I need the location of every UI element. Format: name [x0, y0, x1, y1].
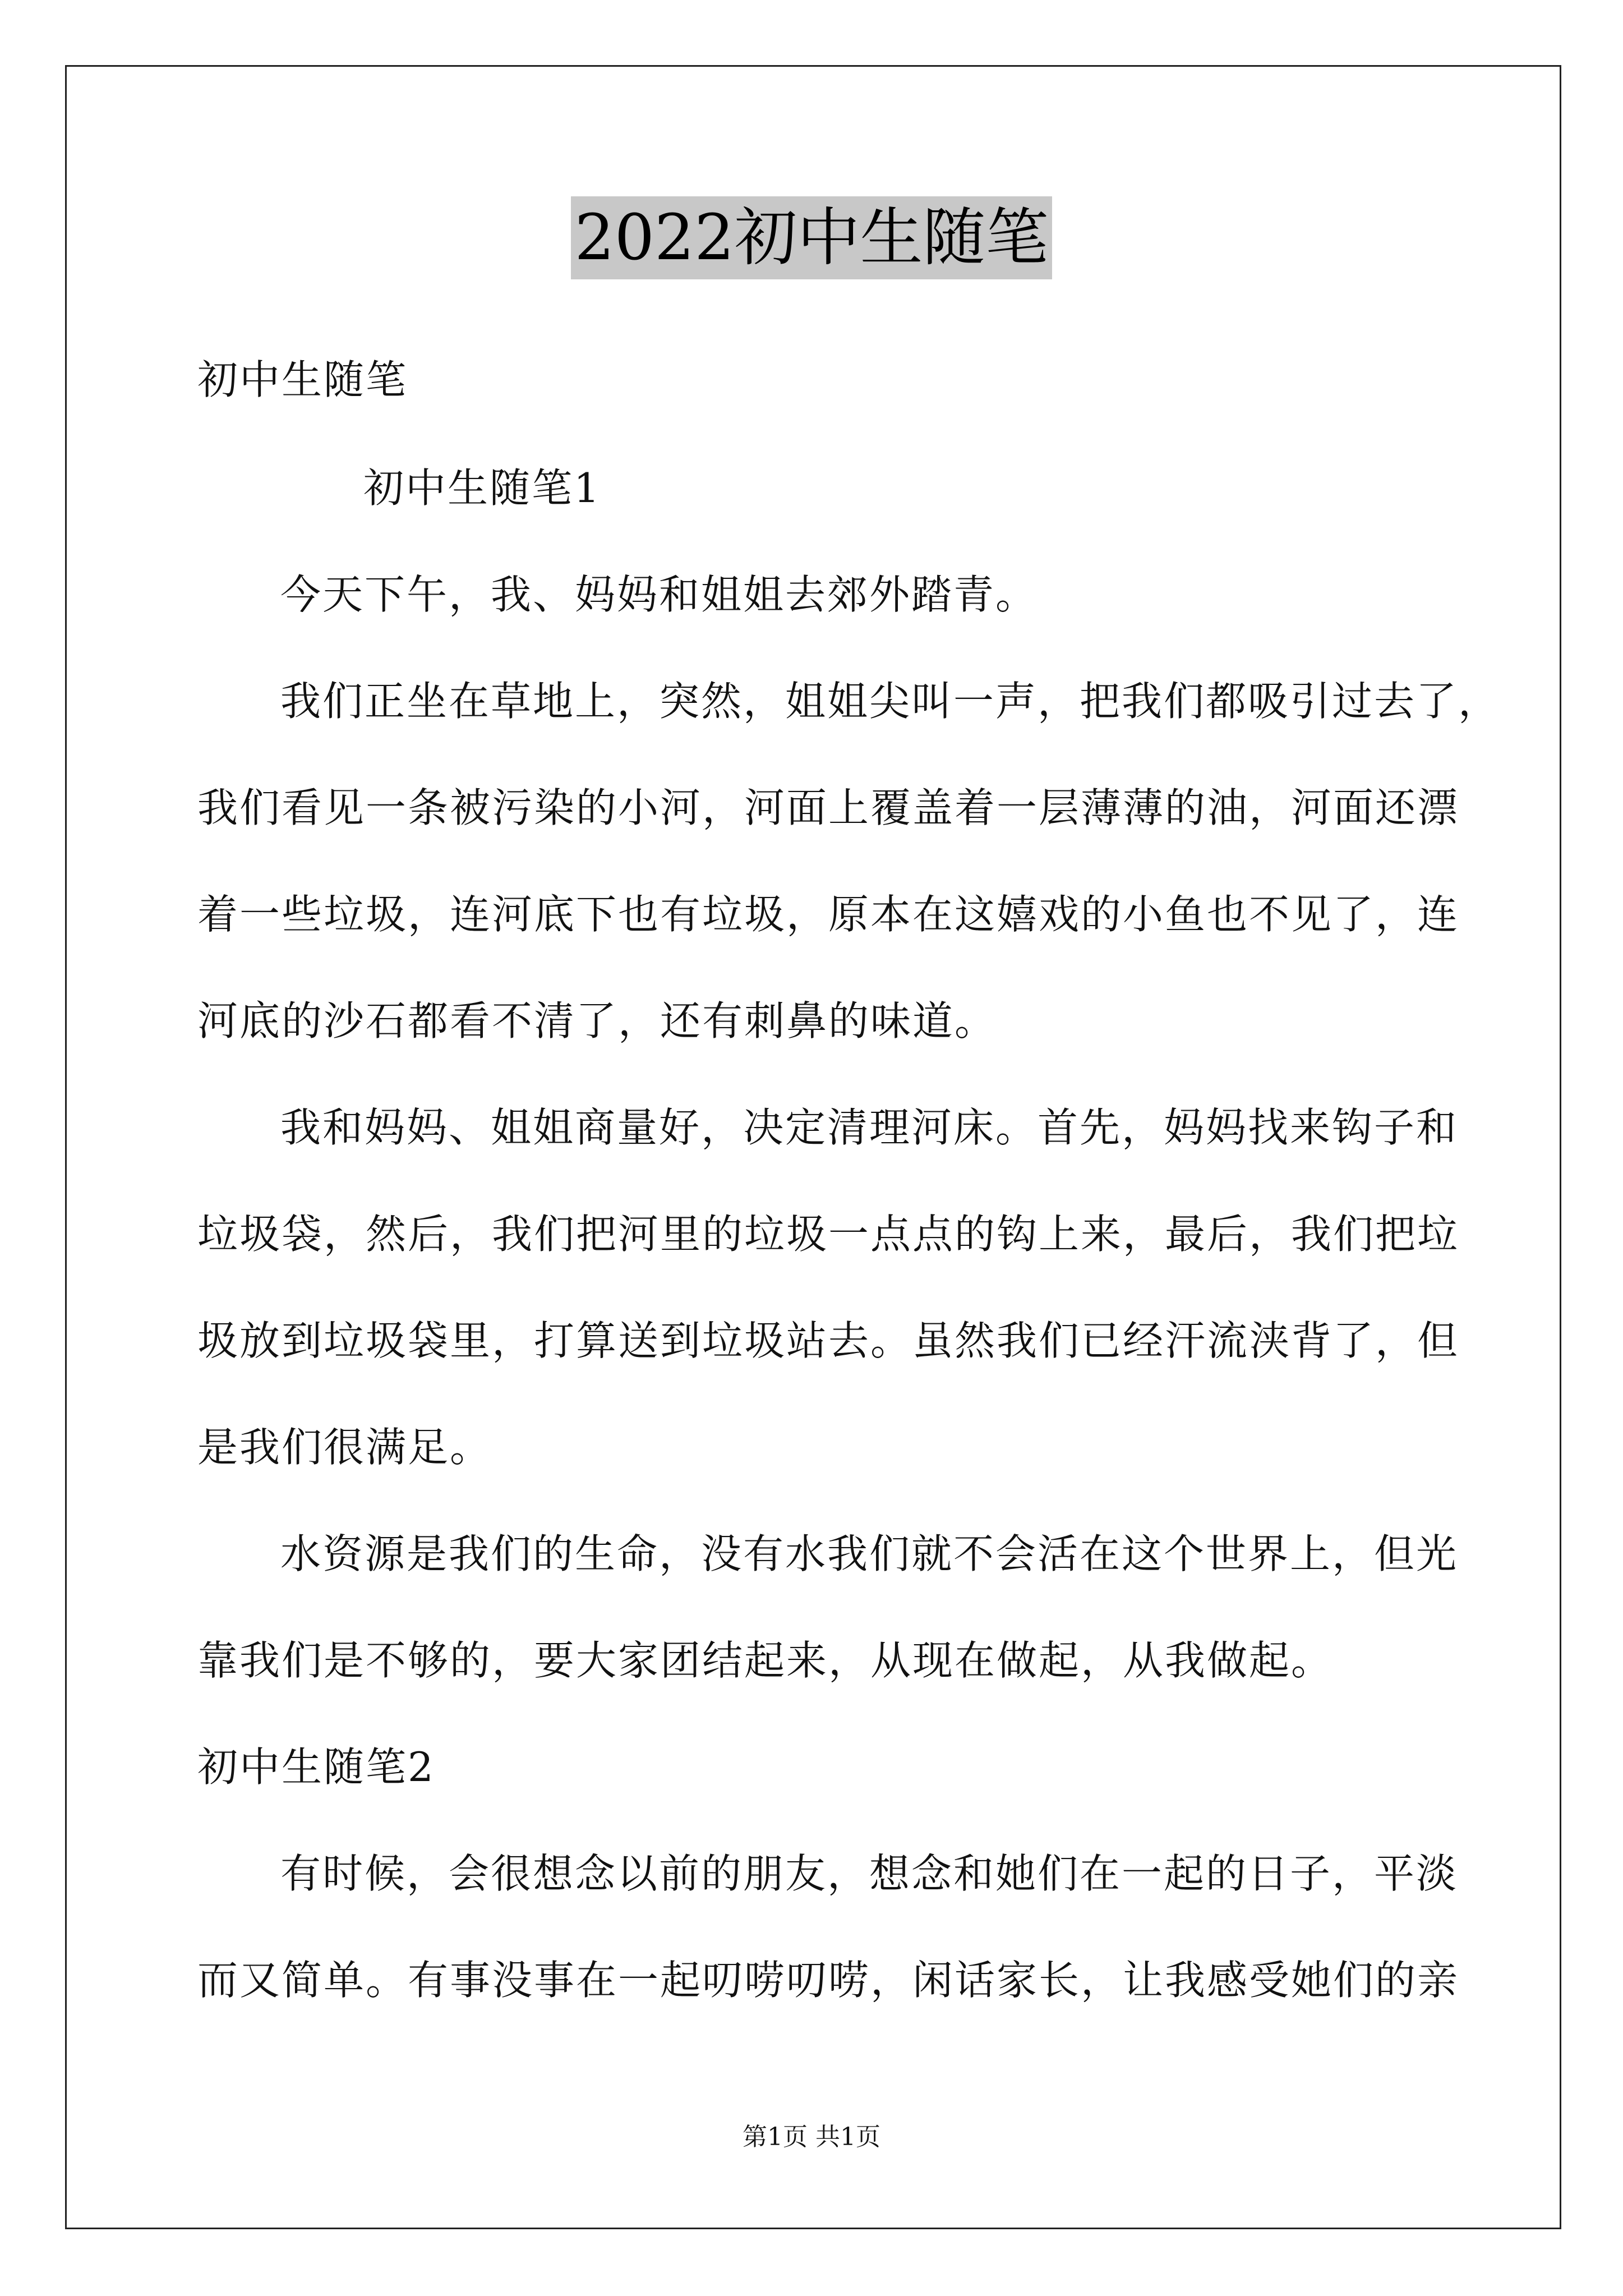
paragraph-line: 有时候，会很想念以前的朋友，想念和她们在一起的日子，平淡: [280, 1850, 1459, 1897]
section-heading: 初中生随笔: [197, 356, 408, 403]
subsection-heading: 初中生随笔1: [363, 464, 601, 512]
title-container: [0, 196, 1623, 279]
subsection-heading: 初中生随笔2: [197, 1743, 435, 1791]
paragraph-line: 水资源是我们的生命，没有水我们就不会活在这个世界上，但光: [280, 1530, 1459, 1577]
paragraph-line: 垃圾袋，然后，我们把河里的垃圾一点点的钩上来，最后，我们把垃: [197, 1211, 1460, 1258]
paragraph-line: 圾放到垃圾袋里，打算送到垃圾站去。虽然我们已经汗流浃背了，但: [197, 1317, 1460, 1364]
page-footer: 第1页 共1页: [743, 2123, 880, 2151]
paragraph-line: 靠我们是不够的，要大家团结起来，从现在做起，从我做起。: [197, 1637, 1334, 1684]
paragraph-line: 着一些垃圾，连河底下也有垃圾，原本在这嬉戏的小鱼也不见了，连: [197, 891, 1460, 938]
paragraph-line: 今天下午，我、妈妈和姐姐去郊外踏青。: [280, 571, 1038, 618]
paragraph-line: 我和妈妈、姐姐商量好，决定清理河床。首先，妈妈找来钩子和: [280, 1104, 1459, 1151]
paragraph-line: 我们正坐在草地上，突然，姐姐尖叫一声，把我们都吸引过去了，: [280, 678, 1501, 725]
paragraph-line: 是我们很满足。: [197, 1424, 492, 1471]
paragraph-line: 河底的沙石都看不清了，还有刺鼻的味道。: [197, 997, 997, 1045]
paragraph-line: 而又简单。有事没事在一起叨唠叨唠，闲话家长，让我感受她们的亲: [197, 1957, 1460, 2004]
paragraph-line: 我们看见一条被污染的小河，河面上覆盖着一层薄薄的油，河面还漂: [197, 784, 1460, 831]
document-title: 2022初中生随笔: [571, 196, 1052, 279]
